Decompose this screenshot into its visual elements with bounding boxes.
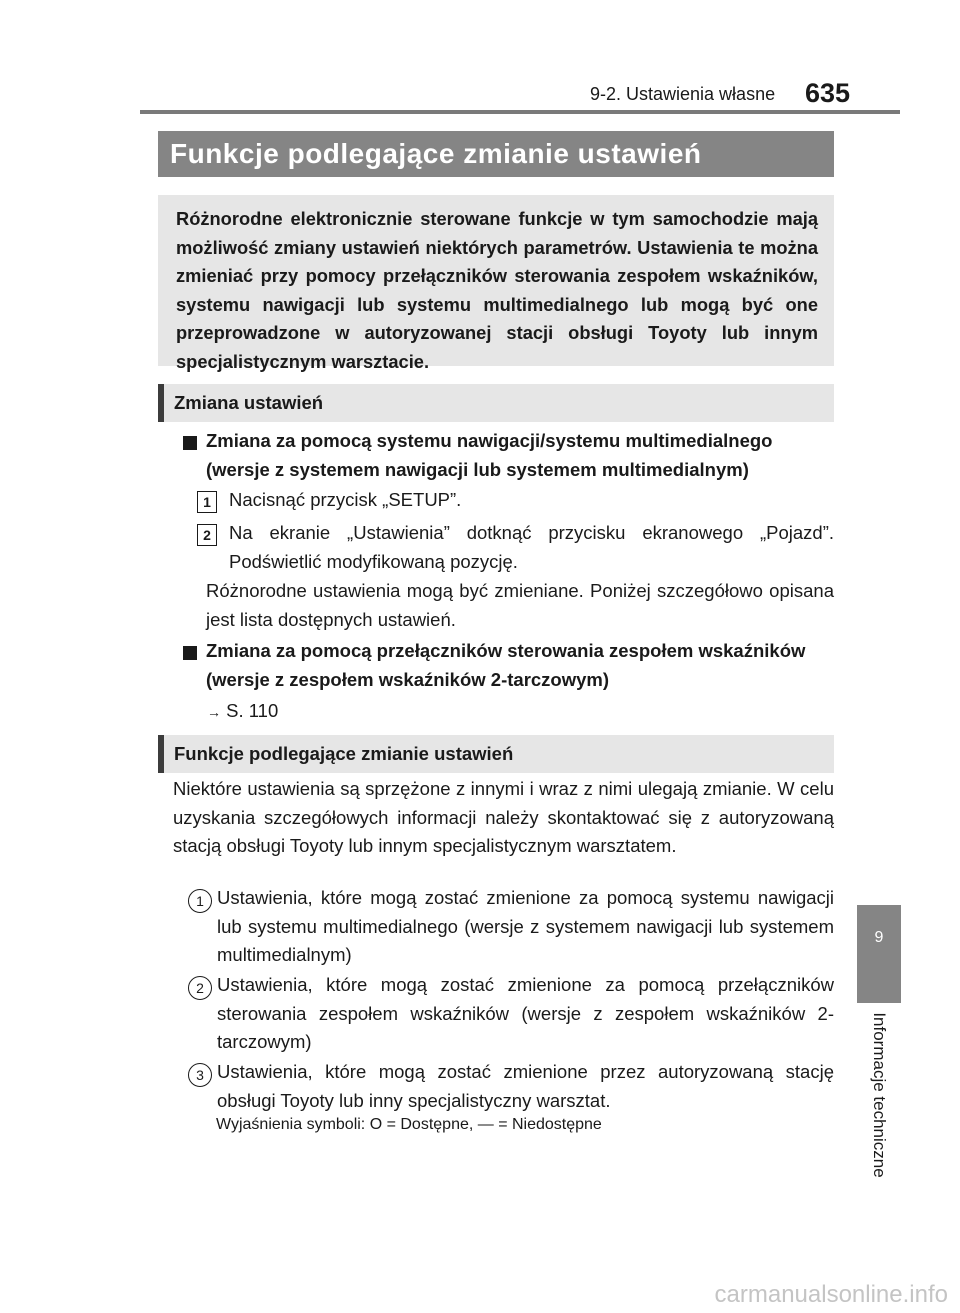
- circled-number-3: 3: [188, 1063, 212, 1087]
- step-1-text: Nacisnąć przycisk „SETUP”.: [229, 489, 462, 510]
- page-reference: [207, 697, 278, 727]
- section-header: 9-2. Ustawienia własne: [590, 84, 776, 104]
- reference-link[interactable]: S. 110: [226, 700, 279, 721]
- legend-item-2: Ustawienia, które mogą zostać zmienione za pomocą przełączników sterowania zespołem wskaźników (wersje z zespołem wskaźników 2-tarczowym): [217, 974, 834, 1052]
- subheading-text: Funkcje podlegające zmianie ustawień: [174, 743, 514, 764]
- item-title-instrument-cluster: Zmiana za pomocą przełączników sterowania zespołem wskaźników (wersje z zespołem wskaźników 2-tarczowym): [206, 640, 806, 690]
- bullet-square-icon: [183, 646, 197, 660]
- subheading-bar: [158, 384, 164, 422]
- step-number-1: 1: [197, 491, 217, 513]
- chapter-tab: [857, 905, 901, 1003]
- title-banner: [158, 131, 834, 177]
- header-divider: [140, 110, 900, 114]
- subheading-bar: [158, 735, 164, 773]
- subheading-text: Zmiana ustawień: [174, 392, 324, 413]
- page-title: Funkcje podlegające zmianie ustawień: [170, 138, 702, 169]
- subheading-change-settings: [158, 384, 834, 422]
- legend-item-3: Ustawienia, które mogą zostać zmienione przez autoryzowaną stację obsługi Toyoty lub inny specjalistyczny warsztat.: [217, 1061, 834, 1111]
- watermark: carmanualsonline.info: [714, 1281, 948, 1308]
- arrow-right-icon: →: [207, 704, 221, 720]
- symbol-legend: Wyjaśnienia symboli: O = Dostępne, — = Niedostępne: [216, 1116, 602, 1133]
- circled-number-1: 1: [188, 889, 212, 913]
- chapter-label: Informacje techniczne: [870, 1012, 889, 1178]
- item-title-navigation: Zmiana za pomocą systemu nawigacji/systemu multimedialnego (wersje z systemem nawigacji lub systemem multimedialnym): [206, 430, 773, 480]
- intro-text: Różnorodne elektronicznie sterowane funkcje w tym samochodzie mają możliwość zmiany ustawień niektórych parametrów. Ustawienia te można zmieniać przy pomocy przełączników sterowania zespołem wskaźników, systemu nawigacji lub systemu multimedialnego lub mogą być one przeprowadzone w autoryzowanej stacji obsługi Toyoty lub innym specjalistycznym warsztacie.: [176, 208, 818, 372]
- legend-item-1: Ustawienia, które mogą zostać zmienione za pomocą systemu nawigacji lub systemu multimedialnego (wersje z systemem nawigacji lub systemem multimedialnym): [217, 887, 834, 965]
- chapter-number: 9: [874, 929, 884, 946]
- chapter-label-container: [864, 1010, 894, 1180]
- page-number: 635: [805, 78, 851, 108]
- step-number-2: 2: [197, 524, 217, 546]
- circled-number-2: 2: [188, 976, 212, 1000]
- intro-box: [158, 195, 834, 372]
- section-paragraph: Niektóre ustawienia są sprzężone z innymi i wraz z nimi ulegają zmianie. W celu uzyskania szczegółowych informacji należy skontaktować się z autoryzowaną stacją obsługi Toyoty lub innym specjalistycznym warsztatem.: [173, 778, 834, 856]
- item-note: Różnorodne ustawienia mogą być zmieniane. Poniżej szczegółowo opisana jest lista dostępnych ustawień.: [206, 580, 834, 630]
- subheading-customizable-features: [158, 735, 834, 773]
- step-2-text: Na ekranie „Ustawienia” dotknąć przycisku ekranowego „Pojazd”. Podświetlić modyfikowaną pozycję.: [229, 522, 834, 572]
- bullet-square-icon: [183, 436, 197, 450]
